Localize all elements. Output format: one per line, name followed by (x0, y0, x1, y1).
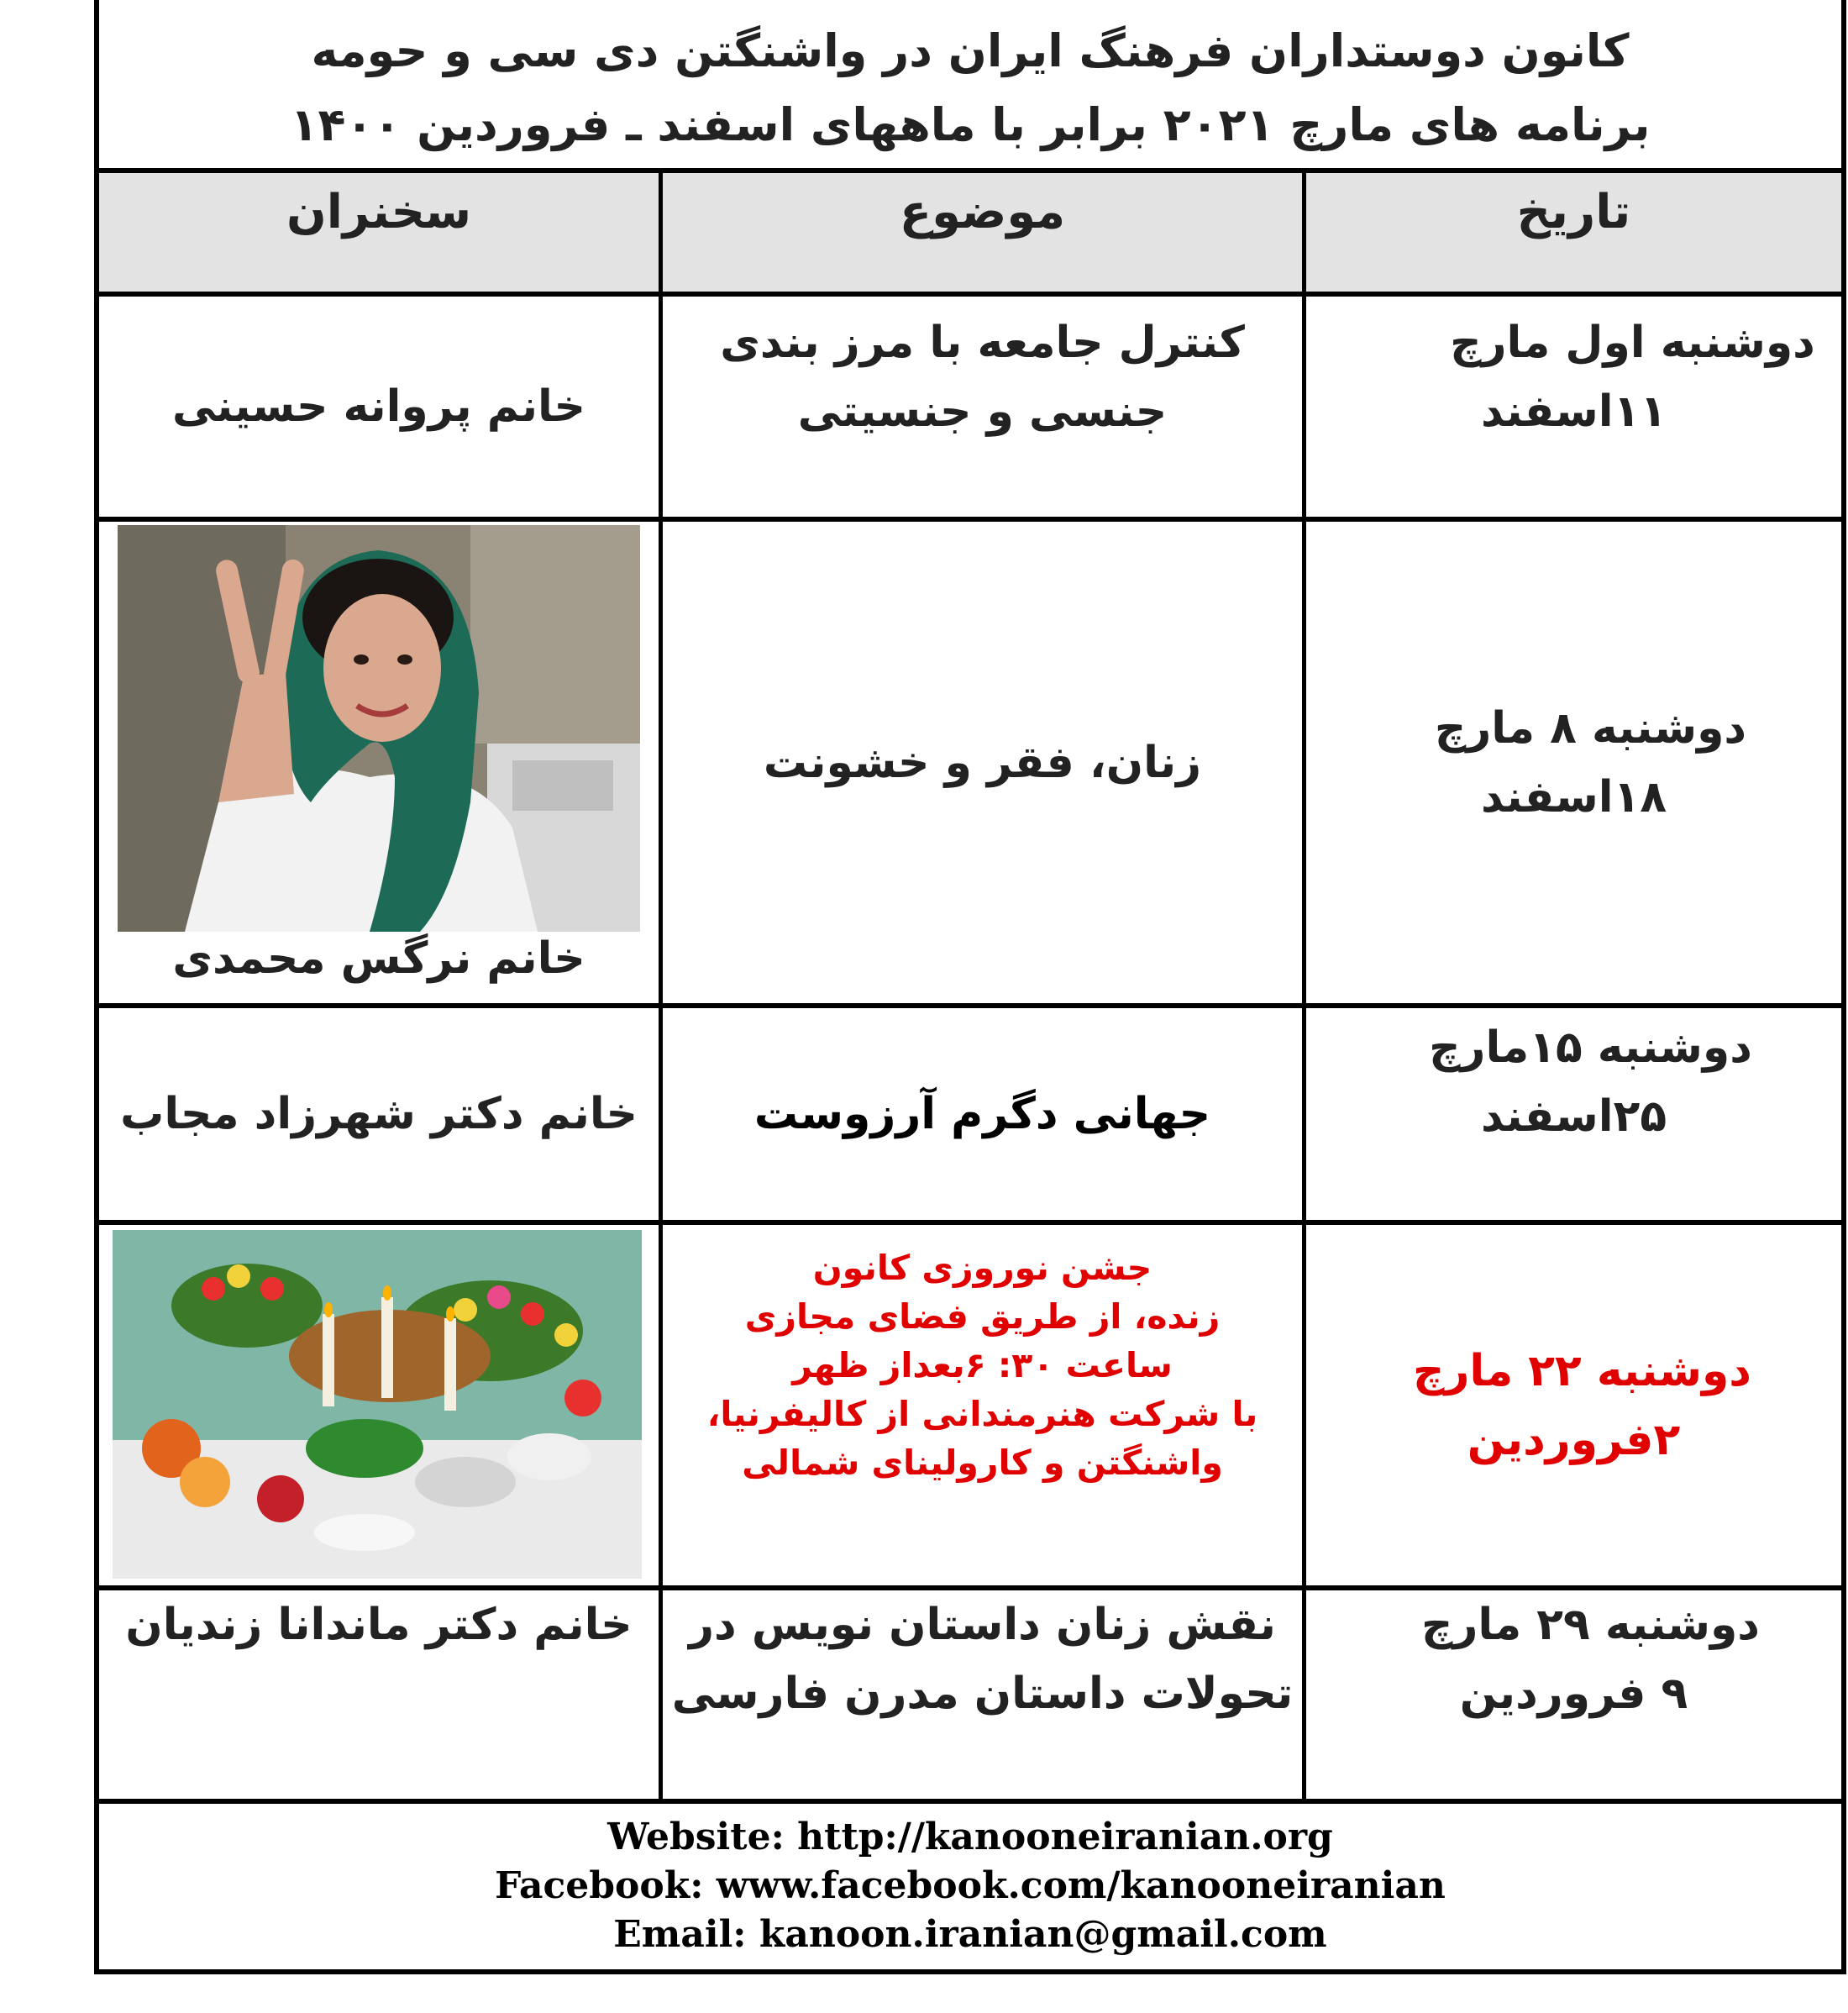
header-cell-speakers (99, 173, 659, 292)
rule-above-footer (99, 1799, 1841, 1804)
rule-under-row4 (99, 1585, 1841, 1590)
row5-date (1306, 1590, 1841, 1798)
rule-under-row1 (99, 517, 1841, 522)
header-cell-date (1306, 173, 1841, 292)
footer (99, 1804, 1841, 1968)
nowruz-table-illustration (113, 1230, 642, 1579)
row4-topic-line4: با شرکت هنرمندانی از کالیفرنیا، (706, 1394, 1258, 1434)
row2-speaker-name: خانم نرگس محمدی (172, 933, 585, 984)
row1-date-line1: دوشنبه اول مارچ (1450, 318, 1815, 368)
row1-date (1306, 297, 1841, 517)
row3-topic-line1: جهانی دگرم آرزوست (753, 1089, 1211, 1139)
row1-date-line2: ۱۱اسفند (1480, 386, 1667, 437)
row4-date-line1: دوشنبه ۲۲ مارچ (1413, 1345, 1751, 1396)
row2-date-line1: دوشنبه ۸ مارچ (1434, 702, 1747, 754)
row3-topic (663, 1008, 1302, 1220)
row5-speaker (99, 1590, 659, 1798)
title-line-2: برنامه های مارچ ۲۰۲۱ برابر با ماههای اسفند ـ فروردین ۱۴۰۰ (290, 98, 1651, 151)
rule-under-header (99, 292, 1841, 297)
row3-date-line2: ۲۵اسفند (1480, 1091, 1667, 1142)
speaker-photo-illustration (118, 525, 640, 932)
row1-topic (663, 297, 1302, 517)
row4-date-line2: ۲فروردین (1467, 1414, 1681, 1465)
row5-date-line2: ۹ فروردین (1459, 1669, 1688, 1719)
row1-topic-line1: کنترل جامعه با مرز بندی (720, 318, 1245, 368)
row3-date-line1: دوشنبه ۱۵مارچ (1429, 1022, 1752, 1073)
column-divider-right (1302, 173, 1306, 1799)
program-document (94, 0, 1846, 1974)
column-header-topic: موضوع (899, 185, 1066, 239)
row1-speaker (99, 297, 659, 517)
row4-date (1306, 1225, 1841, 1585)
column-divider-left (659, 173, 663, 1799)
rule-under-row3 (99, 1220, 1841, 1225)
row3-speaker (99, 1008, 659, 1220)
row5-topic (663, 1590, 1302, 1798)
row2-topic-line1: زنان، فقر و خشونت (763, 737, 1202, 788)
row1-speaker-name: خانم پروانه حسینی (171, 381, 586, 432)
rule-under-row2 (99, 1003, 1841, 1008)
row2-topic (663, 522, 1302, 1003)
row4-topic-line1: جشن نوروزی کانون (812, 1248, 1152, 1288)
column-header-date: تاریخ (1516, 185, 1631, 239)
row1-topic-line2: جنسی و جنسیتی (797, 386, 1168, 437)
row5-topic-line2: تحولات داستان مدرن فارسی (671, 1669, 1294, 1719)
header-cell-topic (663, 173, 1302, 292)
row4-topic (663, 1225, 1302, 1585)
row3-speaker-name: خانم دکتر شهرزاد مجاب (120, 1089, 638, 1139)
footer-facebook: Facebook: www.facebook.com/kanooneiranian (495, 1864, 1446, 1907)
footer-website: Website: http://kanooneiranian.org (607, 1816, 1333, 1858)
row3-date (1306, 1008, 1841, 1220)
row2-date (1306, 522, 1841, 1003)
title-block (99, 8, 1841, 168)
row5-speaker-name: خانم دکتر ماندانا زندیان (125, 1600, 633, 1650)
rule-under-title (99, 168, 1841, 173)
row2-date-line2: ۱۸اسفند (1480, 771, 1667, 823)
row5-date-line1: دوشنبه ۲۹ مارچ (1421, 1600, 1760, 1650)
footer-email: Email: kanoon.iranian@gmail.com (613, 1913, 1327, 1956)
row5-topic-line1: نقش زنان داستان نویس در (689, 1600, 1276, 1650)
column-header-speakers: سخنران (286, 185, 472, 239)
row4-topic-line3: ساعت ۳۰: ۶بعداز ظهر (792, 1345, 1173, 1385)
nowruz-photo (113, 1230, 642, 1579)
title-line-1: کانون دوستداران فرهنگ ایران در واشنگتن دی سی و حومه (311, 24, 1630, 77)
row4-topic-line2: زنده، از طریق فضای مجازی (744, 1296, 1221, 1337)
row4-topic-line5: واشنگتن و کارولینای شمالی (742, 1443, 1223, 1483)
speaker-photo (118, 525, 640, 932)
